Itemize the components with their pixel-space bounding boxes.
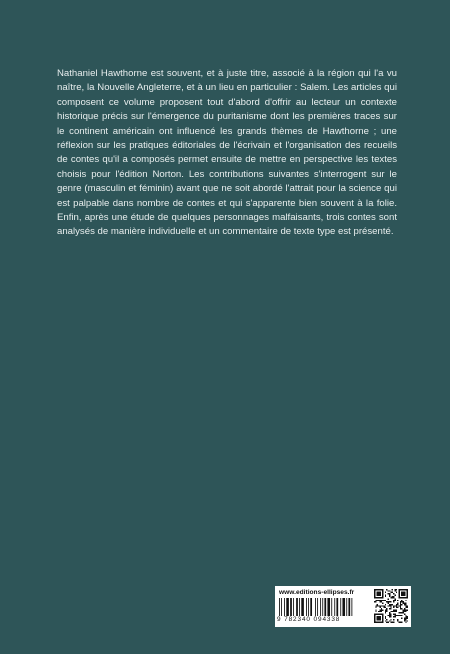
isbn-number: 9 782340 094338 — [277, 616, 341, 623]
back-cover-blurb: Nathaniel Hawthorne est souvent, et à juste titre, associé à la région qui l'a vu naître, la Nouvelle Angleterre, et à un lieu en particulier : Salem. Les articles qui composent ce volume proposent tout d'abord d'offrir au lecteur un contexte historique précis sur l'émergence du puritanisme dont les premières traces sur le continent américain ont influencé les grands thèmes de Hawthorne ; une réflexion sur les pratiques éditoriales de l'écrivain et l'organisation des recueils de contes qu'il a composés permet ensuite de mettre en perspective les textes choisis pour l'édition Norton. Les contributions suivantes s'interrogent sur le genre (masculin et féminin) avant que ne soit abordé l'attrait pour la science qui est palpable dans nombre de contes et qui s'apparente bien souvent à la folie. Enfin, après une étude de quelques personnages malfaisants, trois contes sont analysés de manière individuelle et un commentaire de texte type est présenté. — [57, 68, 397, 238]
publisher-website: www.editions-ellipses.fr — [279, 589, 355, 596]
qr-code-icon — [374, 589, 408, 623]
barcode-label — [275, 586, 411, 627]
barcode-icon — [279, 598, 371, 616]
